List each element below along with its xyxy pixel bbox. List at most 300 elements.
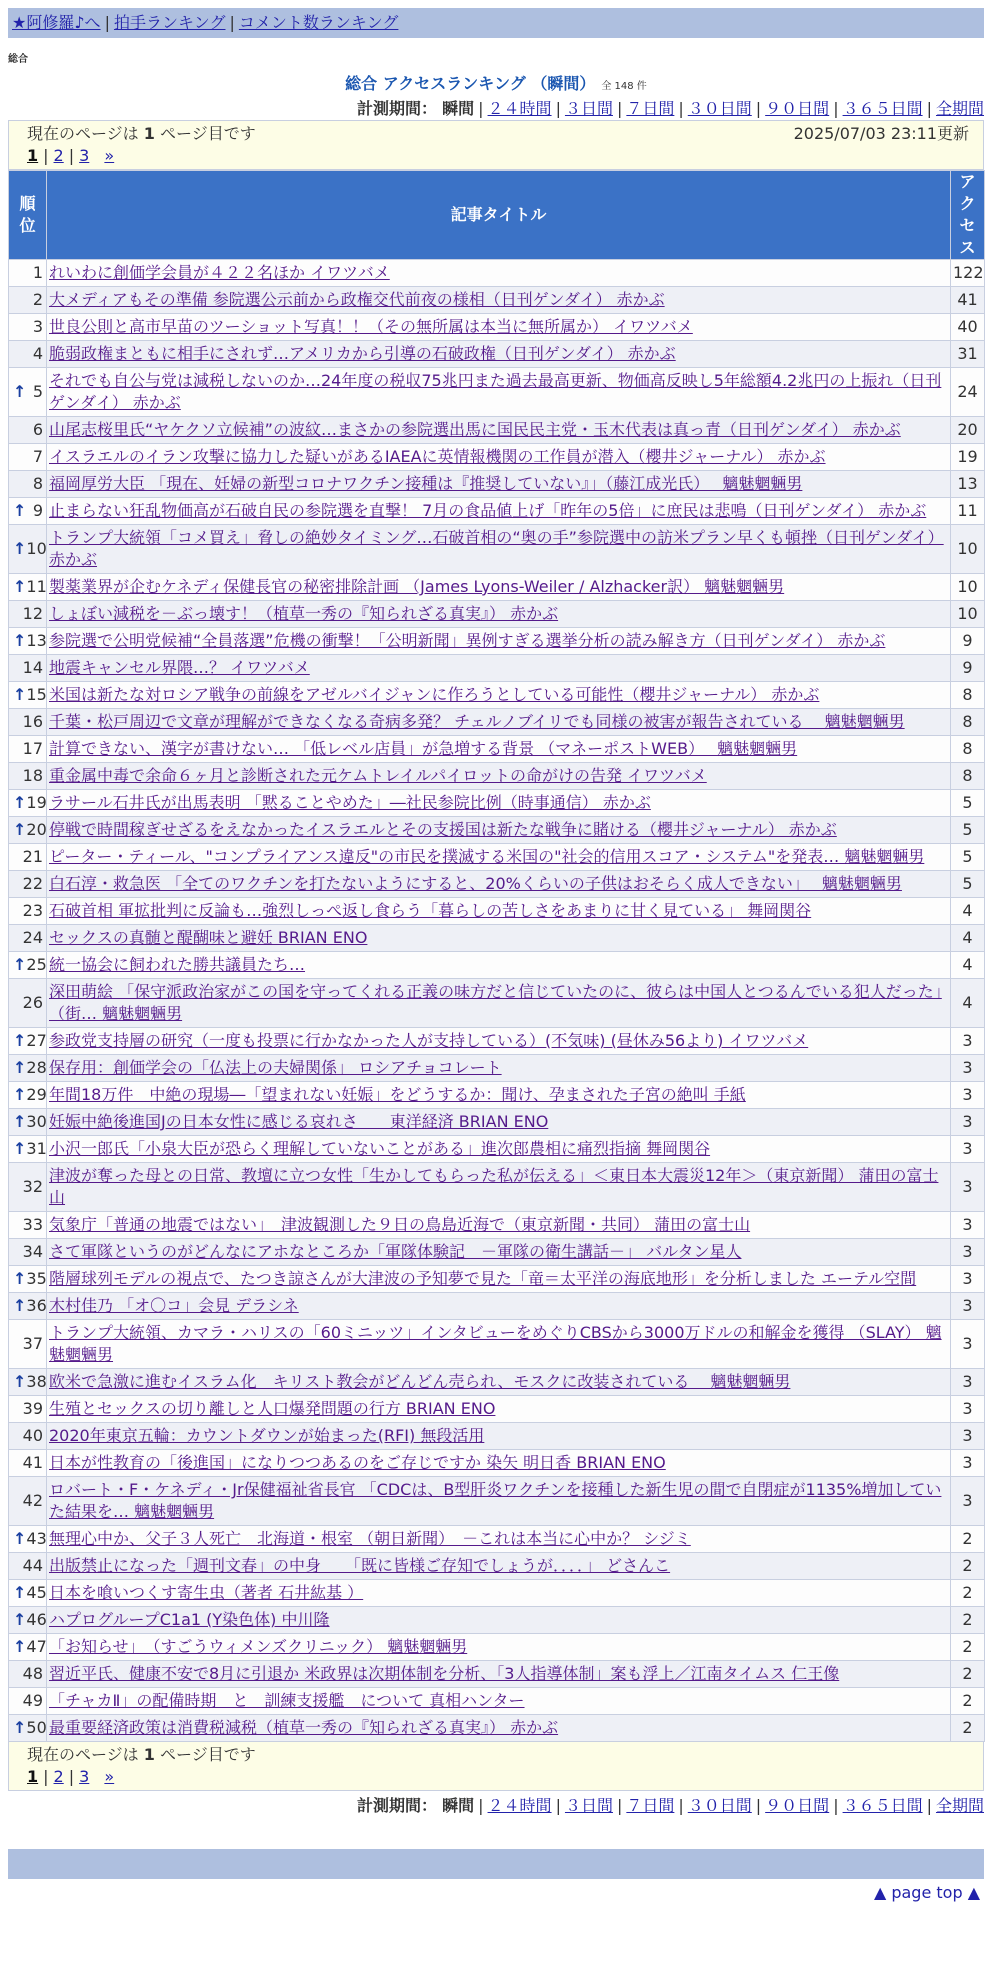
table-row	[9, 1477, 985, 1526]
separator: |	[755, 1796, 762, 1815]
rank-cell	[9, 1396, 47, 1423]
period-link[interactable]: 全期間	[935, 1796, 984, 1815]
period-label: 計測期間：	[357, 99, 438, 118]
title-cell	[47, 1136, 951, 1163]
rank-number: 29	[26, 1085, 47, 1104]
article-link[interactable]: 地震キャンセル界隈…？ イワツバメ	[49, 658, 310, 677]
rank-number: 30	[26, 1112, 47, 1131]
title-cell	[47, 763, 951, 790]
access-count: 8	[951, 709, 985, 736]
article-link[interactable]: 千葉・松戸周辺で文章が理解ができなくなる奇病多発？ チェルノブイリでも同様の被害が報告されている 魑魅魍魎男	[49, 712, 905, 731]
title-cell	[47, 1239, 951, 1266]
access-count: 2	[951, 1634, 985, 1661]
table-row	[9, 709, 985, 736]
top-nav	[8, 8, 984, 38]
period-link[interactable]: ２４時間	[487, 1796, 552, 1815]
access-count: 3	[951, 1239, 985, 1266]
article-link[interactable]: 重金属中毒で余命６ヶ月と診断された元ケムトレイルパイロットの命がけの告発 イワツバメ	[49, 766, 707, 785]
current-page-number: 1	[143, 124, 155, 143]
access-count: 2	[951, 1526, 985, 1553]
rank-number: 17	[22, 739, 43, 758]
rank-cell	[9, 471, 47, 498]
access-count: 2	[951, 1580, 985, 1607]
rank-number: 15	[26, 685, 47, 704]
separator: |	[478, 1796, 484, 1815]
article-link[interactable]: 「お知らせ」 （すごうウィメンズクリニック） 魑魅魍魎男	[49, 1637, 468, 1656]
table-row	[9, 1082, 985, 1109]
article-link[interactable]: 2020年東京五輪：カウントダウンが始まった(RFI) 無段活用	[49, 1426, 485, 1445]
rank-cell	[9, 1212, 47, 1239]
separator: |	[678, 99, 684, 118]
rank-cell	[9, 417, 47, 444]
article-link[interactable]: 脆弱政権まともに相手にされず…アメリカから引導の石破政権（日刊ゲンダイ） 赤かぶ	[49, 344, 676, 363]
title-cell	[47, 1580, 951, 1607]
article-link[interactable]: 「チャカⅡ」の配備時期 と 訓練支援艦 について 真相ハンター	[49, 1691, 525, 1710]
rank-number: 19	[26, 793, 47, 812]
rank-cell	[9, 1055, 47, 1082]
spacer	[94, 146, 99, 165]
table-row	[9, 736, 985, 763]
access-count: 3	[951, 1423, 985, 1450]
rank-number: 49	[22, 1691, 43, 1710]
rank-up-arrow-icon: ↑	[13, 1372, 27, 1391]
separator: |	[478, 99, 484, 118]
article-link[interactable]: 木村佳乃 「オ〇コ」会見 デラシネ	[49, 1296, 299, 1315]
article-link[interactable]: 石破首相 軍拡批判に反論も…強烈しっぺ返し食らう「暮らしの苦しさをあまりに甘く見ている」 舞岡関谷	[49, 901, 812, 920]
table-row	[9, 952, 985, 979]
title-cell	[47, 341, 951, 368]
article-link[interactable]: 製薬業界が企むケネディ保健長官の秘密排除計画 （James Lyons-Weiler / Alzhacker訳） 魑魅魍魎男	[49, 577, 785, 596]
page-title: 総合 アクセスランキング （瞬間）	[345, 74, 596, 93]
article-link[interactable]: 停戦で時間稼ぎせざるをえなかったイスラエルとその支援国は新たな戦争に賭ける（櫻井ジャーナル） 赤かぶ	[49, 820, 837, 839]
article-link[interactable]: 米国は新たな対ロシア戦争の前線をアゼルバイジャンに作ろうとしている可能性（櫻井ジャーナル） 赤かぶ	[49, 685, 820, 704]
rank-number: 24	[22, 928, 43, 947]
access-count: 2	[951, 1607, 985, 1634]
rank-number: 32	[22, 1177, 43, 1196]
period-link[interactable]: ９０日間	[765, 1796, 830, 1815]
rank-cell	[9, 682, 47, 709]
separator: |	[104, 13, 110, 32]
title-cell	[47, 979, 951, 1028]
access-count: 8	[951, 763, 985, 790]
col-title-header: 記事タイトル	[47, 171, 951, 260]
rank-number: 26	[22, 993, 43, 1012]
rank-up-arrow-icon: ↑	[13, 1085, 27, 1104]
separator: |	[616, 1796, 623, 1815]
rank-number: 40	[22, 1426, 43, 1445]
rank-cell	[9, 574, 47, 601]
title-cell	[47, 655, 951, 682]
article-link[interactable]: トランプ大統領、カマラ・ハリスの「60ミニッツ」インタビューをめぐりCBSから3000万ドルの和解金を獲得 （SLAY） 魑魅魍魎男	[49, 1323, 942, 1364]
access-count: 4	[951, 979, 985, 1028]
period-label: 計測期間：	[357, 1796, 438, 1815]
pager-top	[8, 120, 984, 170]
table-row	[9, 1212, 985, 1239]
rank-number: 47	[26, 1637, 47, 1656]
rank-cell	[9, 1450, 47, 1477]
rank-number: 44	[22, 1556, 43, 1575]
rank-number: 36	[26, 1296, 47, 1315]
rank-number: 9	[32, 501, 43, 520]
article-link[interactable]: 津波が奪った母との日常、教壇に立つ女性「生かしてもらった私が伝える」＜東日本大震災12年＞（東京新聞） 蒲田の富士山	[49, 1166, 939, 1207]
separator: |	[926, 1796, 932, 1815]
table-row	[9, 1715, 985, 1742]
separator: |	[68, 1767, 75, 1786]
period-link[interactable]: ７日間	[626, 1796, 675, 1815]
table-row	[9, 1607, 985, 1634]
access-count: 8	[951, 736, 985, 763]
title-cell	[47, 1163, 951, 1212]
access-count: 3	[951, 1369, 985, 1396]
rank-up-arrow-icon: ↑	[13, 1058, 27, 1077]
title-cell	[47, 1423, 951, 1450]
rank-number: 6	[32, 420, 43, 439]
access-count: 2	[951, 1661, 985, 1688]
table-row	[9, 1688, 985, 1715]
rank-cell	[9, 1266, 47, 1293]
table-row	[9, 368, 985, 417]
table-row	[9, 417, 985, 444]
rank-cell	[9, 1136, 47, 1163]
page-link[interactable]: 3	[79, 1767, 90, 1786]
rank-cell	[9, 709, 47, 736]
period-link[interactable]: ３日間	[564, 1796, 613, 1815]
table-row	[9, 574, 985, 601]
current-page-post: ページ目です	[160, 124, 256, 143]
rank-number: 20	[26, 820, 47, 839]
rank-up-arrow-icon: ↑	[13, 1031, 27, 1050]
rank-number: 18	[22, 766, 43, 785]
access-count: 3	[951, 1212, 985, 1239]
rank-cell	[9, 925, 47, 952]
rank-cell	[9, 1715, 47, 1742]
access-count: 5	[951, 817, 985, 844]
title-cell	[47, 1450, 951, 1477]
rank-cell	[9, 1239, 47, 1266]
rank-number: 38	[26, 1372, 47, 1391]
article-link[interactable]: 大メディアもその準備 参院選公示前から政権交代前夜の様相（日刊ゲンダイ） 赤かぶ	[49, 290, 665, 309]
rank-cell	[9, 444, 47, 471]
current-page-number: 1	[143, 1745, 155, 1764]
table-row	[9, 1450, 985, 1477]
access-count: 9	[951, 628, 985, 655]
pager-bottom	[8, 1742, 984, 1791]
title-cell	[47, 1715, 951, 1742]
rank-up-arrow-icon: ↑	[13, 1529, 27, 1548]
table-row	[9, 979, 985, 1028]
rank-cell	[9, 1369, 47, 1396]
rank-cell	[9, 655, 47, 682]
rank-number: 22	[22, 874, 43, 893]
rank-up-arrow-icon: ↑	[13, 1610, 27, 1629]
rank-cell	[9, 1028, 47, 1055]
page-link[interactable]: 3	[79, 146, 90, 165]
page-link[interactable]: 2	[53, 146, 64, 165]
rank-up-arrow-icon: ↑	[13, 382, 27, 401]
clap-ranking-link[interactable]: 拍手ランキング	[113, 13, 226, 32]
separator: |	[68, 146, 75, 165]
title-cell	[47, 1553, 951, 1580]
article-link[interactable]: 無理心中か、父子３人死亡 北海道・根室 （朝日新聞） －これは本当に心中か？ シジミ	[49, 1529, 691, 1548]
article-link[interactable]: れいわに創価学会員が４２２名ほか イワツバメ	[49, 263, 390, 282]
access-count: 10	[951, 525, 985, 574]
table-row	[9, 898, 985, 925]
table-row	[9, 1553, 985, 1580]
table-row	[9, 844, 985, 871]
access-count: 13	[951, 471, 985, 498]
article-link[interactable]: 階層球列モデルの視点で、たつき諒さんが大津波の予知夢で見た「竜＝太平洋の海底地形」を分析しました エーテル空間	[49, 1269, 917, 1288]
rank-number: 42	[22, 1491, 43, 1510]
table-row	[9, 817, 985, 844]
rank-number: 16	[22, 712, 43, 731]
article-link[interactable]: 白石淳・救急医 「全てのワクチンを打たないようにすると、20%くらいの子供はおそらく成人できない」 魑魅魍魎男	[49, 874, 902, 893]
page-top-area	[8, 1879, 984, 1907]
period-link[interactable]: ３日間	[564, 99, 613, 118]
article-link[interactable]: 小沢一郎氏「小泉大臣が恐らく理解していないことがある」進次郎農相に痛烈指摘 舞岡関谷	[49, 1139, 711, 1158]
separator: |	[555, 1796, 561, 1815]
title-cell	[47, 628, 951, 655]
rank-cell	[9, 368, 47, 417]
rank-number: 43	[26, 1529, 47, 1548]
table-row	[9, 1266, 985, 1293]
title-cell	[47, 287, 951, 314]
rank-cell	[9, 898, 47, 925]
page-link: 1	[27, 1767, 39, 1786]
page-link: 1	[27, 146, 39, 165]
next-page-link[interactable]: »	[104, 146, 115, 165]
title-cell	[47, 790, 951, 817]
rank-up-arrow-icon: ↑	[13, 1718, 27, 1737]
rank-cell	[9, 1082, 47, 1109]
access-count: 2	[951, 1553, 985, 1580]
rank-cell	[9, 1607, 47, 1634]
comment-ranking-link[interactable]: コメント数ランキング	[238, 13, 399, 32]
article-link[interactable]: 福岡厚労大臣 「現在、妊婦の新型コロナワクチン接種は『推奨していない』」（藤江成光氏） 魑魅魍魎男	[49, 474, 803, 493]
title-cell	[47, 525, 951, 574]
article-link[interactable]: トランプ大統領「コメ買え」脅しの絶妙タイミング…石破首相の“奥の手”参院選中の訪米プラン早くも頓挫（日刊ゲンダイ） 赤かぶ	[49, 528, 944, 569]
title-cell	[47, 260, 951, 287]
article-link[interactable]: 最重要経済政策は消費税減税（植草一秀の『知られざる真実』） 赤かぶ	[49, 1718, 559, 1737]
article-link[interactable]: さて軍隊というのがどんなにアホなところか「軍隊体験記 －軍隊の衛生講話－」 バルタン星人	[49, 1242, 742, 1261]
access-count: 3	[951, 1028, 985, 1055]
access-count: 3	[951, 1266, 985, 1293]
rank-number: 4	[32, 344, 43, 363]
rank-up-arrow-icon: ↑	[13, 577, 27, 596]
rank-cell	[9, 1634, 47, 1661]
period-current: 瞬間	[442, 1796, 475, 1815]
rank-cell	[9, 1477, 47, 1526]
title-cell	[47, 498, 951, 525]
rank-number: 21	[22, 847, 43, 866]
table-row	[9, 1423, 985, 1450]
rank-up-arrow-icon: ↑	[13, 501, 27, 520]
period-selector-bottom	[8, 1795, 984, 1817]
access-count: 41	[951, 287, 985, 314]
item-count: 全 148 件	[601, 81, 647, 92]
table-row	[9, 1634, 985, 1661]
article-link[interactable]: セックスの真髄と醍醐味と避妊 BRIAN ENO	[49, 928, 368, 947]
title-cell	[47, 314, 951, 341]
article-link[interactable]: ラサール石井氏が出馬表明 「黙ることやめた」―社民参院比例（時事通信） 赤かぶ	[49, 793, 651, 812]
rank-cell	[9, 601, 47, 628]
rank-number: 41	[22, 1453, 43, 1472]
access-count: 11	[951, 498, 985, 525]
table-row	[9, 1136, 985, 1163]
ranking-table	[8, 170, 985, 1742]
rank-number: 14	[22, 658, 43, 677]
access-count: 122	[951, 260, 985, 287]
article-link[interactable]: ピーター・ティール、"コンプライアンス違反"の市民を撲滅する米国の"社会的信用スコア・システム"を発表… 魑魅魍魎男	[49, 847, 925, 866]
article-link[interactable]: 深田萌絵 「保守派政治家がこの国を守ってくれる正義の味方だと信じていたのに、彼らは中国人とつるんでいる犯人だった」（街… 魑魅魍魎男	[49, 982, 942, 1023]
article-link[interactable]: 年間18万件 中絶の現場―「望まれない妊娠」をどうするか：聞け、孕まされた子宮の絶叫 手紙	[49, 1085, 746, 1104]
access-count: 20	[951, 417, 985, 444]
page-link[interactable]: 2	[53, 1767, 64, 1786]
access-count: 5	[951, 844, 985, 871]
article-link[interactable]: 気象庁「普通の地震ではない」 津波観測した９日の鳥島近海で（東京新聞・共同） 蒲田の富士山	[49, 1215, 751, 1234]
rank-cell	[9, 736, 47, 763]
rank-number: 5	[32, 382, 43, 401]
table-row	[9, 790, 985, 817]
table-row	[9, 471, 985, 498]
article-link[interactable]: 日本を喰いつくす寄生虫（著者 石井紘基 ）	[49, 1583, 364, 1602]
rank-number: 11	[26, 577, 47, 596]
article-link[interactable]: 世良公則と高市早苗のツーショット写真！！（その無所属は本当に無所属か） イワツバメ	[49, 317, 693, 336]
article-link[interactable]: 出版禁止になった「週刊文春」の中身 「既に皆様ご存知でしょうが．．．．」 どさんこ	[49, 1556, 671, 1575]
period-link[interactable]: ３０日間	[687, 1796, 752, 1815]
current-page-post: ページ目です	[160, 1745, 256, 1764]
title-cell	[47, 844, 951, 871]
period-link[interactable]: ２４時間	[487, 99, 552, 118]
page-top-link[interactable]: ▲ page top ▲	[873, 1883, 980, 1902]
rank-number: 48	[22, 1664, 43, 1683]
article-link[interactable]: 参院選で公明党候補“全員落選”危機の衝撃！「公明新聞」異例すぎる選挙分析の読み解き方（日刊ゲンダイ） 赤かぶ	[49, 631, 886, 650]
rank-cell	[9, 844, 47, 871]
rank-cell	[9, 1580, 47, 1607]
next-page-link[interactable]: »	[104, 1767, 115, 1786]
article-link[interactable]: それでも自公与党は減税しないのか…24年度の税収75兆円また過去最高更新、物価高反映し5年総額4.2兆円の上振れ（日刊ゲンダイ） 赤かぶ	[49, 371, 942, 412]
rank-cell	[9, 763, 47, 790]
access-count: 4	[951, 898, 985, 925]
table-row	[9, 525, 985, 574]
access-count: 3	[951, 1477, 985, 1526]
rank-cell	[9, 1163, 47, 1212]
rank-number: 34	[22, 1242, 43, 1261]
article-link[interactable]: 保存用：創価学会の「仏法上の夫婦関係」 ロシアチョコレート	[49, 1058, 502, 1077]
title-cell	[47, 1028, 951, 1055]
article-link[interactable]: しょぼい減税を－ぶっ壊す！（植草一秀の『知られざる真実』） 赤かぶ	[49, 604, 559, 623]
access-count: 3	[951, 1055, 985, 1082]
rank-up-arrow-icon: ↑	[13, 1269, 27, 1288]
access-count: 5	[951, 871, 985, 898]
separator: |	[678, 1796, 684, 1815]
table-row	[9, 1661, 985, 1688]
site-home-link[interactable]: ★阿修羅♪へ	[12, 13, 101, 32]
rank-number: 39	[22, 1399, 43, 1418]
title-cell	[47, 898, 951, 925]
period-link[interactable]: ３０日間	[687, 99, 752, 118]
rank-up-arrow-icon: ↑	[13, 1139, 27, 1158]
page-links	[27, 145, 969, 167]
page-links	[27, 1766, 969, 1788]
table-row	[9, 601, 985, 628]
title-cell	[47, 682, 951, 709]
updated-timestamp: 2025/07/03 23:11更新	[793, 124, 969, 143]
article-link[interactable]: 妊娠中絶後進国Jの日本女性に感じる哀れさ 東洋経済 BRIAN ENO	[49, 1112, 549, 1131]
rank-cell	[9, 287, 47, 314]
article-link[interactable]: 日本が性教育の「後進国」になりつつあるのをご存じですか 染矢 明日香 BRIAN ENO	[49, 1453, 666, 1472]
rank-cell	[9, 1423, 47, 1450]
period-link[interactable]: ３６５日間	[842, 1796, 923, 1815]
separator: |	[833, 1796, 839, 1815]
rank-number: 50	[26, 1718, 47, 1737]
rank-cell	[9, 1293, 47, 1320]
separator: |	[926, 99, 932, 118]
article-link[interactable]: 計算できない、漢字が書けない… 「低レベル店員」が急増する背景 （マネーポストWEB） 魑魅魍魎男	[49, 739, 798, 758]
table-row	[9, 1580, 985, 1607]
rank-cell	[9, 1320, 47, 1369]
title-cell	[47, 417, 951, 444]
rank-number: 2	[32, 290, 43, 309]
title-cell	[47, 1688, 951, 1715]
article-link[interactable]: 生殖とセックスの切り離しと人口爆発問題の行方 BRIAN ENO	[49, 1399, 496, 1418]
article-link[interactable]: 山尾志桜里氏“ヤケクソ立候補”の波紋…まさかの参院選出馬に国民民主党・玉木代表は真っ青（日刊ゲンダイ） 赤かぶ	[49, 420, 901, 439]
rank-up-arrow-icon: ↑	[13, 631, 27, 650]
article-link[interactable]: 統一協会に飼われた勝共議員たち…	[49, 955, 306, 974]
spacer	[94, 1767, 99, 1786]
period-current: 瞬間	[442, 99, 475, 118]
table-row	[9, 1369, 985, 1396]
article-link[interactable]: ロバート・F・ケネディ・Jr保健福祉省長官 「CDCは、B型肝炎ワクチンを接種した新生児の間で自閉症が1135%増加していた結果を… 魑魅魍魎男	[49, 1480, 942, 1521]
article-link[interactable]: 止まらない狂乱物価高が石破自民の参院選を直撃！ 7月の食品値上げ「昨年の5倍」に庶民は悲鳴（日刊ゲンダイ） 赤かぶ	[49, 501, 927, 520]
title-cell	[47, 1082, 951, 1109]
article-link[interactable]: イスラエルのイラン攻撃に協力した疑いがあるIAEAに英情報機関の工作員が潜入（櫻井ジャーナル） 赤かぶ	[49, 447, 826, 466]
rank-up-arrow-icon: ↑	[13, 820, 27, 839]
rank-cell	[9, 871, 47, 898]
table-row	[9, 1396, 985, 1423]
title-cell	[47, 471, 951, 498]
period-link[interactable]: ３６５日間	[842, 99, 923, 118]
table-row	[9, 1239, 985, 1266]
period-link[interactable]: 全期間	[935, 99, 984, 118]
access-count: 5	[951, 790, 985, 817]
rank-cell	[9, 1661, 47, 1688]
period-link[interactable]: ９０日間	[765, 99, 830, 118]
article-link[interactable]: 習近平氏、健康不安で8月に引退か 米政界は次期体制を分析、「3人指導体制」案も浮上／江南タイムス 仁王像	[49, 1664, 840, 1683]
access-count: 4	[951, 952, 985, 979]
rank-number: 46	[26, 1610, 47, 1629]
table-row	[9, 1109, 985, 1136]
article-link[interactable]: 欧米で急激に進むイスラム化 キリスト教会がどんどん売られ、モスクに改装されている 魑魅魍魎男	[49, 1372, 791, 1391]
rank-number: 28	[26, 1058, 47, 1077]
table-row	[9, 871, 985, 898]
rank-cell	[9, 790, 47, 817]
period-selector-top	[8, 98, 984, 120]
rank-cell	[9, 260, 47, 287]
table-row	[9, 287, 985, 314]
period-link[interactable]: ７日間	[626, 99, 675, 118]
rank-cell	[9, 952, 47, 979]
access-count: 9	[951, 655, 985, 682]
rank-number: 13	[26, 631, 47, 650]
rank-cell	[9, 525, 47, 574]
article-link[interactable]: 参政党支持層の研究（一度も投票に行かなかった人が支持している）(不気味) (昼休み56より) イワツバメ	[49, 1031, 809, 1050]
rank-cell	[9, 1526, 47, 1553]
article-link[interactable]: ハプログループC1a1 (Y染色体) 中川隆	[49, 1610, 330, 1629]
access-count: 3	[951, 1082, 985, 1109]
current-page-text	[27, 123, 256, 145]
table-row	[9, 1526, 985, 1553]
table-row	[9, 1055, 985, 1082]
